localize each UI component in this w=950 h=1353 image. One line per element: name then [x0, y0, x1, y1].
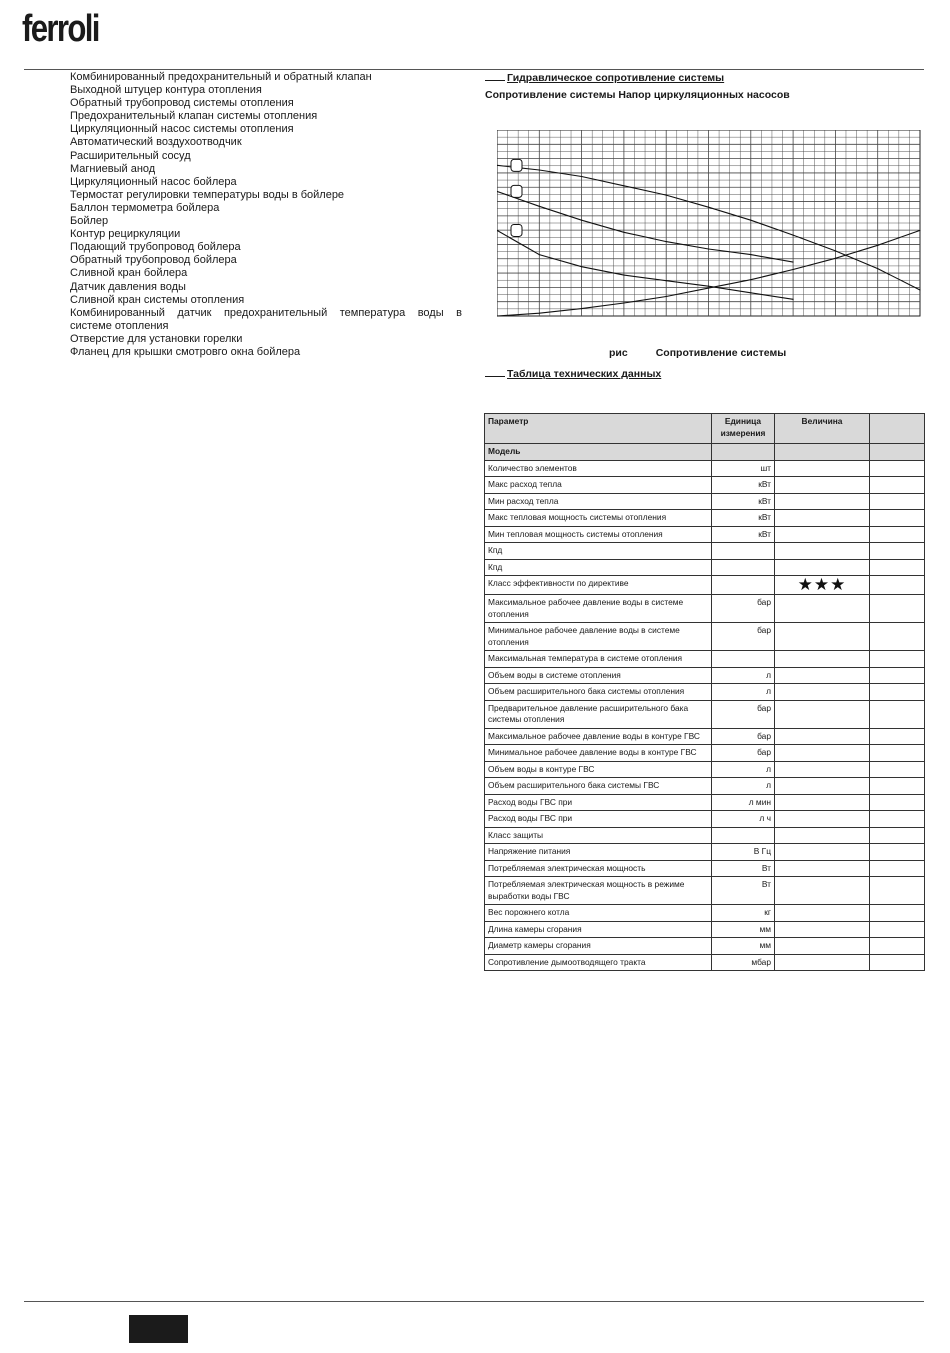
param-cell: Диаметр камеры сгорания: [485, 938, 712, 955]
param-cell: Максимальное рабочее давление воды в контуре ГВС: [485, 728, 712, 745]
param-cell: Класс защиты: [485, 827, 712, 844]
data-point: [750, 220, 751, 221]
legend-item: Термостат регулировки температуры воды в бойлере: [70, 188, 345, 201]
legend-item: Расширительный сосуд: [70, 149, 191, 162]
param-cell: Расход воды ГВС при: [485, 811, 712, 828]
extra-cell: [870, 595, 925, 623]
param-cell: Макс тепловая мощность системы отопления: [485, 510, 712, 527]
param-cell: Объем расширительного бака системы отопления: [485, 684, 712, 701]
legend-item: Комбинированный датчик предохранительный температура воды в: [70, 306, 462, 319]
param-cell: Сопротивление дымоотводящего тракта: [485, 954, 712, 971]
data-point: [623, 185, 624, 186]
unit-cell: бар: [712, 728, 775, 745]
data-point: [708, 248, 709, 249]
data-point: [835, 250, 836, 251]
unit-cell: В Гц: [712, 844, 775, 861]
table-row: [485, 728, 925, 745]
data-point: [666, 280, 667, 281]
model-cell: [775, 444, 870, 461]
data-point: [919, 289, 920, 290]
value-cell: [775, 877, 870, 905]
unit-cell: кВт: [712, 493, 775, 510]
data-point: [666, 195, 667, 196]
table-row: [485, 684, 925, 701]
data-point: [539, 313, 540, 314]
data-point: [539, 254, 540, 255]
table-row: [485, 700, 925, 728]
curve-marker: [511, 159, 522, 171]
data-point: [539, 206, 540, 207]
footer-rule: [24, 1301, 924, 1302]
data-point: [708, 286, 709, 287]
unit-cell: мбар: [712, 954, 775, 971]
param-cell: Потребляемая электрическая мощность в режиме выработки воды ГВС: [485, 877, 712, 905]
extra-cell: [870, 526, 925, 543]
curve-marker: [511, 185, 522, 197]
param-cell: Объем воды в системе отопления: [485, 667, 712, 684]
extra-cell: [870, 700, 925, 728]
data-point: [750, 254, 751, 255]
extra-cell: [870, 728, 925, 745]
table-row: [485, 526, 925, 543]
data-point: [581, 308, 582, 309]
value-cell: [775, 526, 870, 543]
table-row: [485, 844, 925, 861]
legend-item: Бойлер: [70, 215, 109, 228]
legend-item: Баллон термометра бойлера: [70, 201, 220, 214]
data-point: [708, 207, 709, 208]
table-row: [485, 510, 925, 527]
value-cell: [775, 778, 870, 795]
table-row: [485, 745, 925, 762]
unit-cell: л: [712, 778, 775, 795]
unit-cell: [712, 651, 775, 668]
legend-item: Магниевый анод: [70, 162, 156, 175]
legend-item: Контур рециркуляции: [70, 228, 181, 241]
table-row: [485, 651, 925, 668]
value-cell: [775, 827, 870, 844]
header-unit: Единица измерения: [712, 414, 775, 444]
param-cell: Объем воды в контуре ГВС: [485, 761, 712, 778]
figure-caption: [609, 347, 786, 359]
data-point: [835, 258, 836, 259]
param-cell: Максимальное рабочее давление воды в системе отопления: [485, 595, 712, 623]
param-cell: Кпд: [485, 559, 712, 576]
legend-item: системе отопления: [70, 319, 169, 332]
tech-data-table: [484, 413, 925, 971]
unit-cell: мм: [712, 938, 775, 955]
table-row: [485, 827, 925, 844]
unit-cell: [712, 576, 775, 595]
value-cell: [775, 728, 870, 745]
extra-cell: [870, 576, 925, 595]
extra-cell: [870, 794, 925, 811]
value-cell: [775, 905, 870, 922]
value-cell: [775, 623, 870, 651]
table-row: [485, 595, 925, 623]
table-row: [485, 493, 925, 510]
data-point: [793, 234, 794, 235]
data-point: [581, 220, 582, 221]
param-cell: Мин тепловая мощность системы отопления: [485, 526, 712, 543]
unit-cell: кВт: [712, 477, 775, 494]
data-point: [877, 268, 878, 269]
param-cell: Вес порожнего котла: [485, 905, 712, 922]
unit-cell: л: [712, 761, 775, 778]
value-cell: [775, 938, 870, 955]
data-point: [666, 241, 667, 242]
header-value: Величина: [775, 414, 870, 444]
extra-cell: [870, 921, 925, 938]
value-cell: [775, 667, 870, 684]
data-point: [623, 232, 624, 233]
value-cell: [775, 595, 870, 623]
unit-cell: шт: [712, 460, 775, 477]
data-point: [581, 266, 582, 267]
value-cell: [775, 510, 870, 527]
value-cell: [775, 794, 870, 811]
table-row: [485, 860, 925, 877]
unit-cell: бар: [712, 623, 775, 651]
unit-cell: л ч: [712, 811, 775, 828]
extra-cell: [870, 745, 925, 762]
extra-cell: [870, 543, 925, 560]
value-cell: [775, 559, 870, 576]
data-point: [750, 292, 751, 293]
param-cell: Длина камеры сгорания: [485, 921, 712, 938]
extra-cell: [870, 860, 925, 877]
extra-cell: [870, 651, 925, 668]
hydraulic-title-text: Гидравлическое сопротивление системы: [507, 72, 725, 84]
param-cell: Кпд: [485, 543, 712, 560]
legend-item: Обратный трубопровод системы отопления: [70, 97, 294, 110]
extra-cell: [870, 460, 925, 477]
data-point: [793, 269, 794, 270]
caption-prefix: рис: [609, 347, 628, 359]
efficiency-stars-icon: ★★★: [797, 575, 847, 594]
unit-cell: л мин: [712, 794, 775, 811]
table-header-row: [485, 414, 925, 444]
value-cell: [775, 576, 870, 595]
table-row: [485, 667, 925, 684]
legend-item: Циркуляционный насос бойлера: [70, 175, 237, 188]
unit-cell: [712, 559, 775, 576]
legend-item: Сливной кран системы отопления: [70, 293, 245, 306]
legend-item: Датчик давления воды: [70, 280, 186, 293]
hydraulic-section-title: [485, 71, 724, 84]
extra-cell: [870, 761, 925, 778]
data-point: [793, 261, 794, 262]
unit-cell: бар: [712, 595, 775, 623]
table-row: [485, 811, 925, 828]
extra-cell: [870, 559, 925, 576]
data-point: [877, 245, 878, 246]
param-cell: Класс эффективности по директиве: [485, 576, 712, 595]
data-point: [666, 296, 667, 297]
extra-cell: [870, 811, 925, 828]
table-row: [485, 954, 925, 971]
model-row: [485, 444, 925, 461]
value-cell: [775, 844, 870, 861]
table-row: [485, 877, 925, 905]
legend-item: Отверстие для установки горелки: [70, 332, 243, 345]
value-cell: [775, 811, 870, 828]
param-cell: Макс расход тепла: [485, 477, 712, 494]
data-point: [919, 230, 920, 231]
param-cell: Напряжение питания: [485, 844, 712, 861]
extra-cell: [870, 493, 925, 510]
header-param: Параметр: [485, 414, 712, 444]
tech-table-title-text: Таблица технических данных: [507, 368, 662, 380]
legend-item: Выходной штуцер контура отопления: [70, 84, 262, 97]
param-cell: Расход воды ГВС при: [485, 794, 712, 811]
header-rule: [24, 69, 924, 70]
table-row: [485, 778, 925, 795]
table-row: [485, 794, 925, 811]
table-row: [485, 460, 925, 477]
value-cell: [775, 493, 870, 510]
param-cell: Минимальное рабочее давление воды в контуре ГВС: [485, 745, 712, 762]
param-cell: Минимальное рабочее давление воды в системе отопления: [485, 623, 712, 651]
value-cell: [775, 954, 870, 971]
table-row: [485, 905, 925, 922]
extra-cell: [870, 827, 925, 844]
data-point: [623, 302, 624, 303]
hydraulic-subtitle: Сопротивление системы Напор циркуляционных насосов: [485, 89, 790, 101]
unit-cell: кВт: [712, 526, 775, 543]
unit-cell: л: [712, 684, 775, 701]
value-cell: [775, 921, 870, 938]
tech-table-title: [485, 367, 661, 380]
unit-cell: кг: [712, 905, 775, 922]
table-row: [485, 543, 925, 560]
legend-item: Сливной кран бойлера: [70, 267, 188, 280]
model-cell: [712, 444, 775, 461]
extra-cell: [870, 905, 925, 922]
table-row: [485, 623, 925, 651]
unit-cell: мм: [712, 921, 775, 938]
legend-item: Предохранительный клапан системы отопления: [70, 110, 318, 123]
page-number-tab: [129, 1315, 188, 1343]
value-cell: [775, 860, 870, 877]
unit-cell: кВт: [712, 510, 775, 527]
unit-cell: бар: [712, 700, 775, 728]
value-cell: [775, 477, 870, 494]
legend-item: Комбинированный предохранительный и обратный клапан: [70, 71, 372, 83]
extra-cell: [870, 623, 925, 651]
header-extra: [870, 414, 925, 444]
legend-item: Циркуляционный насос системы отопления: [70, 123, 294, 136]
param-cell: Мин расход тепла: [485, 493, 712, 510]
model-label: Модель: [485, 444, 712, 461]
resistance-chart: [497, 130, 922, 320]
value-cell: [775, 460, 870, 477]
param-cell: Количество элементов: [485, 460, 712, 477]
data-point: [539, 169, 540, 170]
value-cell: [775, 700, 870, 728]
table-row: [485, 938, 925, 955]
table-row: [485, 477, 925, 494]
ferroli-logo: ferroli: [22, 8, 99, 50]
component-legend: [70, 71, 462, 359]
unit-cell: Вт: [712, 877, 775, 905]
legend-item: Подающий трубопровод бойлера: [70, 241, 241, 254]
value-cell: [775, 684, 870, 701]
data-point: [750, 279, 751, 280]
table-row: [485, 559, 925, 576]
data-point: [793, 299, 794, 300]
unit-cell: [712, 543, 775, 560]
extra-cell: [870, 877, 925, 905]
param-cell: Потребляемая электрическая мощность: [485, 860, 712, 877]
curve-marker: [511, 224, 522, 236]
extra-cell: [870, 510, 925, 527]
value-cell: [775, 543, 870, 560]
table-row: [485, 921, 925, 938]
extra-cell: [870, 667, 925, 684]
model-cell: [870, 444, 925, 461]
value-cell: [775, 651, 870, 668]
extra-cell: [870, 778, 925, 795]
unit-cell: [712, 827, 775, 844]
extra-cell: [870, 844, 925, 861]
extra-cell: [870, 684, 925, 701]
resistance-chart-svg: [497, 130, 922, 320]
title-underline-bar: [485, 367, 505, 377]
table-row: [485, 761, 925, 778]
extra-cell: [870, 477, 925, 494]
param-cell: Максимальная температура в системе отопления: [485, 651, 712, 668]
unit-cell: Вт: [712, 860, 775, 877]
title-underline-bar: [485, 71, 505, 81]
param-cell: Объем расширительного бака системы ГВС: [485, 778, 712, 795]
data-point: [708, 288, 709, 289]
value-cell: [775, 745, 870, 762]
table-row: [485, 576, 925, 595]
unit-cell: л: [712, 667, 775, 684]
legend-item: Автоматический воздухоотводчик: [70, 136, 242, 149]
legend-item: Обратный трубопровод бойлера: [70, 254, 237, 267]
param-cell: Предварительное давление расширительного бака системы отопления: [485, 700, 712, 728]
data-point: [581, 176, 582, 177]
data-point: [623, 274, 624, 275]
extra-cell: [870, 938, 925, 955]
legend-item: Фланец для крышки смотровго окна бойлера: [70, 345, 301, 358]
caption-text: Сопротивление системы: [655, 347, 787, 359]
unit-cell: бар: [712, 745, 775, 762]
extra-cell: [870, 954, 925, 971]
value-cell: [775, 761, 870, 778]
